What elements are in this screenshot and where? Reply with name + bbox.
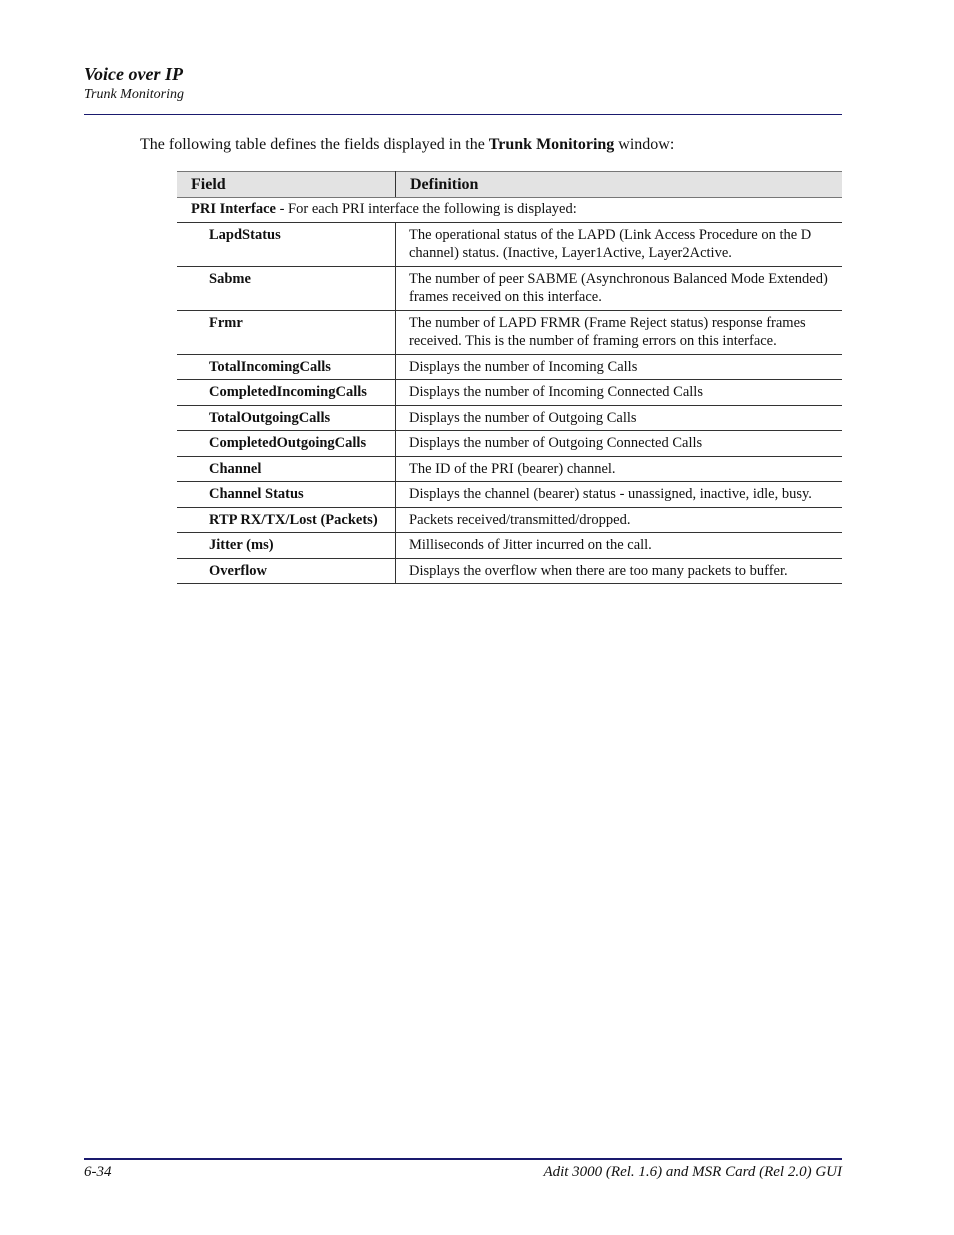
field-definition-cell: The ID of the PRI (bearer) channel.: [396, 456, 843, 482]
header-divider: [84, 114, 842, 115]
field-name-cell: Channel Status: [177, 482, 396, 508]
field-definition-cell: The number of LAPD FRMR (Frame Reject status) response frames received. This is the number of framing errors on this interface.: [396, 310, 843, 354]
field-definition-cell: Displays the number of Outgoing Calls: [396, 405, 843, 431]
chapter-title: Voice over IP: [84, 64, 183, 84]
section-title: PRI Interface: [191, 201, 276, 217]
table-row: [177, 533, 842, 559]
field-definition-cell: The operational status of the LAPD (Link Access Procedure on the D channel) status. (Inactive, Layer1Active, Layer2Active.: [396, 222, 843, 266]
table-row: [177, 507, 842, 533]
field-definition-cell: Displays the channel (bearer) status - unassigned, inactive, idle, busy.: [396, 482, 843, 508]
intro-paragraph: [140, 136, 674, 154]
field-definition-cell: Displays the number of Incoming Connected Calls: [396, 380, 843, 406]
field-name-cell: Frmr: [177, 310, 396, 354]
section-description: - For each PRI interface the following is displayed:: [275, 201, 577, 217]
table-row: [177, 380, 842, 406]
table-row: [177, 222, 842, 266]
intro-text-after: window:: [614, 136, 675, 153]
field-definition-cell: Displays the number of Incoming Calls: [396, 354, 843, 380]
column-header-field: Field: [177, 172, 396, 198]
table-row: [177, 354, 842, 380]
table-row: [177, 558, 842, 584]
field-name-cell: Sabme: [177, 266, 396, 310]
field-definition-cell: The number of peer SABME (Asynchronous Balanced Mode Extended) frames received on this interface.: [396, 266, 843, 310]
field-definition-cell: Milliseconds of Jitter incurred on the call.: [396, 533, 843, 559]
field-name-cell: CompletedOutgoingCalls: [177, 431, 396, 457]
intro-text-before: The following table defines the fields displayed in the: [140, 136, 489, 153]
table-row: [177, 482, 842, 508]
field-definition-cell: Displays the number of Outgoing Connected Calls: [396, 431, 843, 457]
field-name-cell: RTP RX/TX/Lost (Packets): [177, 507, 396, 533]
field-name-cell: Channel: [177, 456, 396, 482]
document-title: Adit 3000 (Rel. 1.6) and MSR Card (Rel 2.0) GUI: [543, 1164, 842, 1180]
page-number: 6-34: [84, 1164, 112, 1180]
section-subtitle: Trunk Monitoring: [84, 87, 184, 102]
field-name-cell: CompletedIncomingCalls: [177, 380, 396, 406]
table-row: [177, 431, 842, 457]
table-row: [177, 456, 842, 482]
field-name-cell: Overflow: [177, 558, 396, 584]
table-row: [177, 405, 842, 431]
table-row: [177, 266, 842, 310]
table-header-row: [177, 172, 842, 198]
table-row: [177, 310, 842, 354]
field-definition-cell: Packets received/transmitted/dropped.: [396, 507, 843, 533]
field-name-cell: Jitter (ms): [177, 533, 396, 559]
footer-divider: [84, 1158, 842, 1160]
section-cell: [177, 198, 842, 223]
field-name-cell: TotalOutgoingCalls: [177, 405, 396, 431]
intro-window-name: Trunk Monitoring: [488, 136, 615, 153]
field-definition-cell: Displays the overflow when there are too many packets to buffer.: [396, 558, 843, 584]
field-name-cell: TotalIncomingCalls: [177, 354, 396, 380]
field-name-cell: LapdStatus: [177, 222, 396, 266]
column-header-definition: Definition: [396, 172, 843, 198]
table-section-row: [177, 198, 842, 223]
field-definitions-table: [177, 171, 842, 584]
